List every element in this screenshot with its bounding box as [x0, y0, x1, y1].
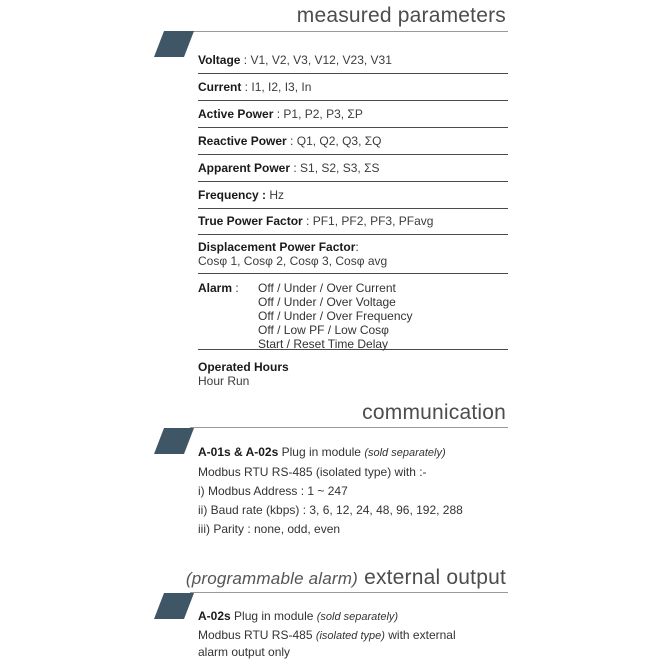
alarm-line: Off / Under / Over Voltage — [258, 295, 396, 309]
comm-line: Modbus RTU RS-485 (isolated type) with :- — [198, 465, 427, 479]
param-displacement-power-factor: Displacement Power Factor: Cosφ 1, Cosφ 2, Cosφ 3, Cosφ avg — [198, 240, 508, 274]
param-alarm: Alarm : Off / Under / Over Current Off / Under / Over Voltage Off / Under / Over Frequency Off / Low PF / Low Cosφ Start / Reset Time Delay — [198, 281, 508, 350]
alarm-line: Start / Reset Time Delay — [258, 337, 389, 351]
param-operated-hours: Operated Hours Hour Run — [198, 360, 289, 388]
param-reactive-power: Reactive Power : Q1, Q2, Q3, ΣQ — [198, 134, 508, 155]
alarm-line: Off / Under / Over Current — [258, 281, 396, 295]
title-divider — [190, 31, 508, 32]
communication-block — [198, 444, 463, 538]
param-frequency: Frequency : Hz — [198, 188, 508, 209]
programmable-alarm-label: (programmable alarm) — [185, 569, 359, 588]
param-voltage: Voltage : V1, V2, V3, V12, V23, V31 — [198, 53, 508, 74]
comm-line: iii) Parity : none, odd, even — [198, 522, 341, 536]
communication-title: communication — [362, 401, 506, 424]
accent-chip-icon — [154, 593, 194, 619]
param-apparent-power: Apparent Power : S1, S2, S3, ΣS — [198, 161, 508, 182]
alarm-line: Off / Low PF / Low Cosφ — [258, 323, 389, 337]
accent-chip-icon — [154, 31, 194, 57]
external-module-line: A-02s Plug in module (sold separately) — [198, 609, 399, 623]
external-output-block — [198, 608, 456, 660]
title-divider — [190, 427, 508, 428]
comm-line: ii) Baud rate (kbps) : 3, 6, 12, 24, 48, 96, 192, 288 — [198, 503, 463, 517]
param-active-power: Active Power : P1, P2, P3, ΣP — [198, 107, 508, 128]
alarm-line: Off / Under / Over Frequency — [258, 309, 413, 323]
comm-line: i) Modbus Address : 1 ~ 247 — [198, 484, 348, 498]
external-line: Modbus RTU RS-485 (isolated type) with external — [198, 628, 456, 642]
alarm-options — [258, 281, 413, 351]
param-current: Current : I1, I2, I3, In — [198, 80, 508, 101]
measured-parameters-title: measured parameters — [296, 4, 506, 27]
external-line: alarm output only — [198, 645, 291, 659]
external-output-title: (programmable alarm) external output — [185, 566, 506, 589]
param-true-power-factor: True Power Factor : PF1, PF2, PF3, PFavg — [198, 214, 508, 235]
accent-chip-icon — [154, 428, 194, 454]
comm-module-line: A-01s & A-02s Plug in module (sold separately) — [198, 445, 446, 459]
title-divider — [190, 592, 508, 593]
